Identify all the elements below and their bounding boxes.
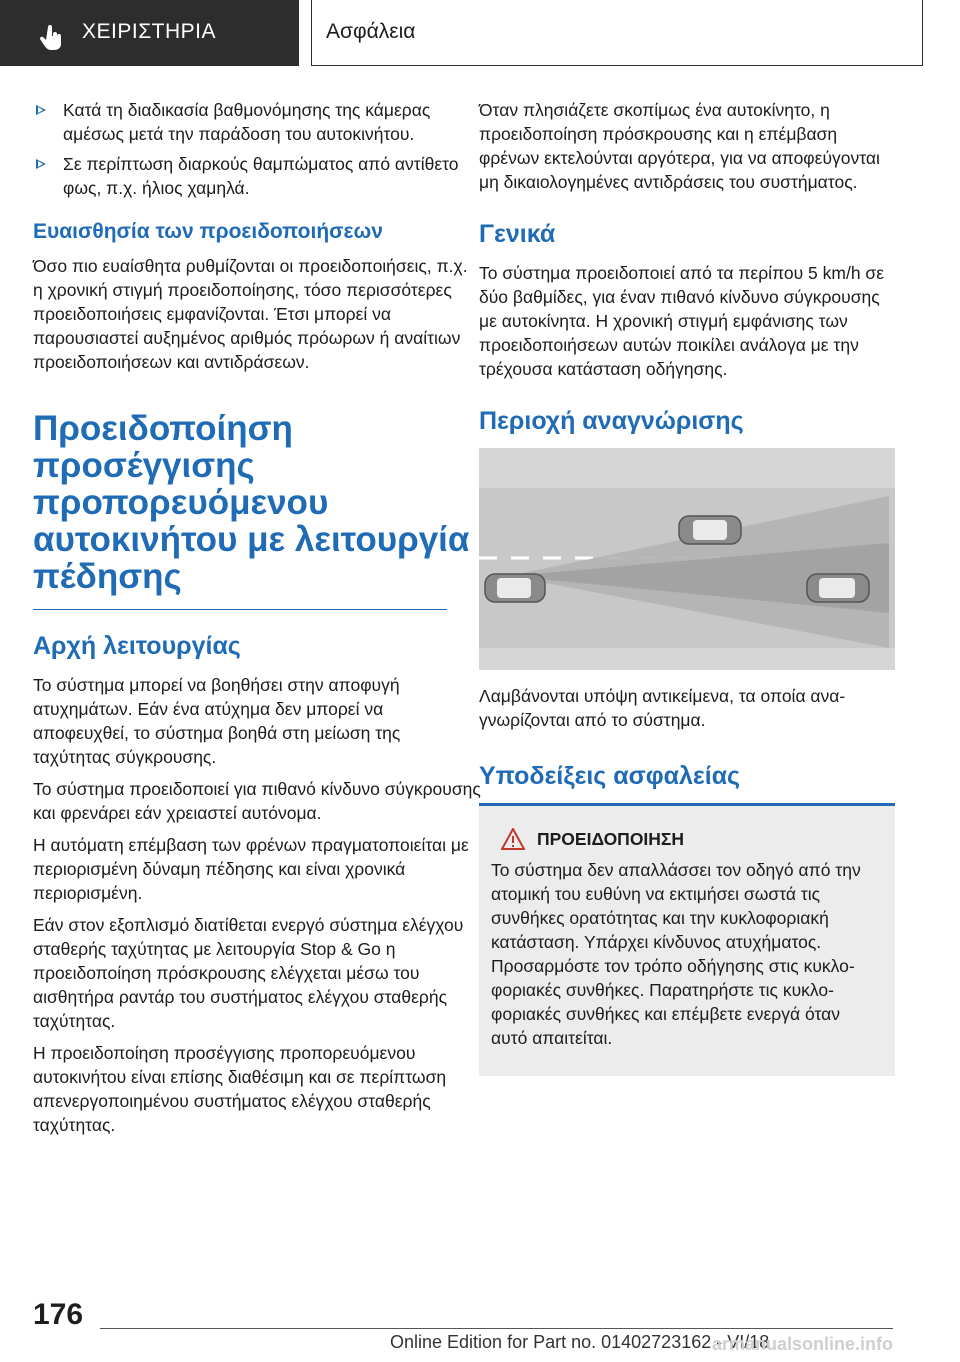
principle-paragraph: Εάν στον εξοπλισμό διατίθεται ενεργό σύστημα ελέγχου σταθερής ταχύτητας με λειτουργία Stop & Go η προειδοποίηση πρόσκρουσης ελέγχεται μέσω του αισθητήρα ραντάρ του συστήματος ελέγχου σταθερής ταχύτητας. xyxy=(33,915,464,1031)
bullet-text: Κατά τη διαδικασία βαθμονόμησης της κάμερας αμέσως μετά την παράδοση του αυτοκινήτου. xyxy=(63,100,431,144)
heading-divider xyxy=(33,609,447,610)
vehicle-icon xyxy=(807,574,869,602)
general-heading: Γενικά xyxy=(479,220,556,248)
main-heading: Προειδοποίηση προσέγγισης προπορευόμενου αυτοκινήτου με λειτουργία πέδησης xyxy=(33,409,470,596)
header-manual-label: ΧΕΙΡΙΣΤΗΡΙΑ xyxy=(82,20,217,43)
footer-edition: Online Edition for Part no. 01402723162 - VI/18 xyxy=(390,1332,770,1352)
principle-heading: Αρχή λειτουργίας xyxy=(33,632,241,660)
page-header xyxy=(0,0,960,68)
safety-heading: Υποδείξεις ασφαλείας xyxy=(479,762,741,790)
detection-area-figure xyxy=(479,448,895,670)
general-text: Το σύστημα προειδοποιεί από τα περίπου 5 km/h σε δύο βαθμίδες, για έναν πιθανό κίνδυνο σύγκρουσης με αυτοκίνητα. Η χρονική στιγμή εμφάνισης των προειδοποιήσεων αυτών ποικίλει ανάλογα με την τρέχουσα κατάσταση οδήγησης. xyxy=(479,263,885,379)
principle-paragraph: Το σύστημα προειδοποιεί για πιθανό κίνδυνο σύγκρουσης και φρενάρει εάν χρειαστεί αυτόνομα. xyxy=(33,779,481,823)
triangle-bullet-icon xyxy=(36,105,46,115)
sensitivity-heading: Ευαισθησία των προειδοποιήσεων xyxy=(33,220,383,243)
figure-caption: Λαμβάνονται υπόψη αντικείμενα, τα οποία αναγνωρίζονται από το σύστημα. xyxy=(479,686,846,730)
sensitivity-text: Όσο πιο ευαίσθητα ρυθμίζονται οι προειδοποιήσεις, π.χ. η χρονική στιγμή προειδοποίησης, τόσο περισσότερες προειδοποιήσεις εμφανίζονται. Έτσι μπορεί να παρουσιαστεί αυξημένος αριθμός πρόωρων ή αναίτιων προειδοποιήσεων και αντιδράσεων. xyxy=(33,256,468,372)
list-item xyxy=(33,98,481,146)
bullet-text: Σε περίπτωση διαρκούς θαμπώματος από αντίθετο φως, π.χ. ήλιος χαμηλά. xyxy=(63,154,459,198)
principle-paragraph: Η προειδοποίηση προσέγγισης προπορευόμενου αυτοκινήτου είναι επίσης διαθέσιμη και σε περίπτωση απενεργοποιημένου συστήματος ελέγχου σταθερής ταχύτητας. xyxy=(33,1043,447,1135)
left-column xyxy=(33,98,481,1145)
principle-paragraph: Το σύστημα μπορεί να βοηθήσει στην αποφυγή ατυχημάτων. Εάν ένα ατύχημα δεν μπορεί να αποφευχθεί, το σύστημα βοηθά στη μείωση της ταχύτητας σύγκρουσης. xyxy=(33,675,401,767)
warning-title-row xyxy=(491,828,881,850)
footer-divider xyxy=(100,1328,893,1329)
header-section-label: Ασφάλεια xyxy=(326,20,416,43)
footer-watermark: armanualsonline.info xyxy=(712,1334,894,1354)
bullet-list xyxy=(33,98,481,200)
warning-text: Το σύστημα δεν απαλλάσσει τον οδηγό από την ατομική του ευθύνη να εκτιμήσει σωστά τις συνθήκες ορατότητας και την κυκλοφοριακή κατάσταση. Υπάρχει κίνδυνος ατυχήματος. Προσαρμόστε τον τρόπο οδήγησης στις κυκλοφοριακές συνθήκες. Παρατηρήστε τις κυκλοφοριακές συνθήκες και επέμβετε ενεργά όταν αυτό απαιτείται. xyxy=(491,860,861,1048)
warning-title: ΠΡΟΕΙΔΟΠΟΙΗΣΗ xyxy=(537,828,685,849)
vehicle-icon xyxy=(485,574,545,602)
hand-pointer-icon xyxy=(38,24,66,52)
page-number: 176 xyxy=(33,1298,84,1331)
right-column xyxy=(479,98,895,1076)
detection-heading: Περιοχή αναγνώρισης xyxy=(479,407,744,435)
principle-paragraph: Η αυτόματη επέμβαση των φρένων πραγματοποιείται με περιορισμένη δύναμη πέδησης και είναι χρονικά περιορισμένη. xyxy=(33,835,469,903)
triangle-bullet-icon xyxy=(36,159,46,169)
list-item xyxy=(33,152,481,200)
detection-area-illustration xyxy=(479,448,895,670)
warning-triangle-icon xyxy=(501,828,525,850)
vehicle-icon xyxy=(679,516,741,544)
warning-box xyxy=(479,803,895,1076)
intro-text: Όταν πλησιάζετε σκοπίμως ένα αυτοκίνητο, η προειδοποίηση πρόσκρουσης και η επέμβαση φρένων εκτελούνται αργότερα, για να αποφεύγονται μη δικαιολογημένες αντιδράσεις του συστήματος. xyxy=(479,100,880,192)
